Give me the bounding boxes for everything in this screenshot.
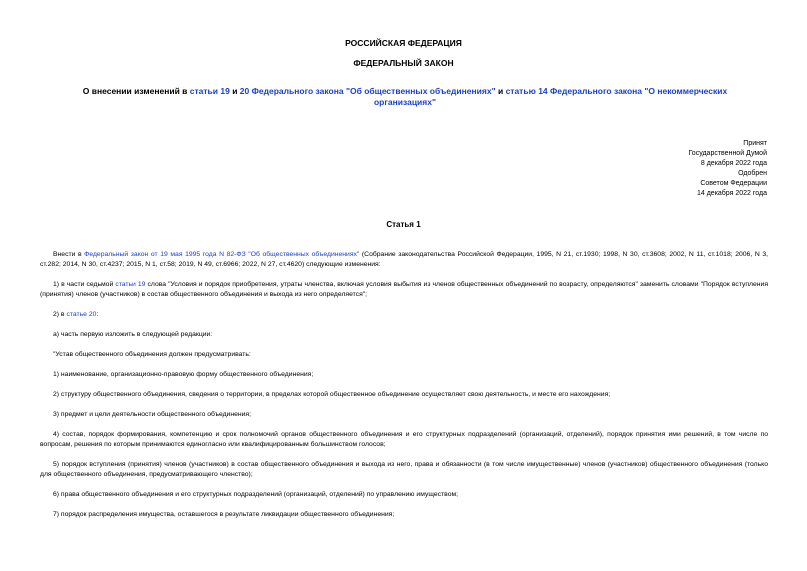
paragraph-text: Внести в xyxy=(53,251,85,258)
subject-conjunction-2: и xyxy=(495,86,506,96)
paragraph-text: : xyxy=(96,311,99,318)
paragraph-intro xyxy=(40,250,768,270)
link-article-20-law-public-associations[interactable]: 20 Федерального закона "Об общественных объединениях" xyxy=(239,86,496,96)
article-body xyxy=(40,250,768,530)
paragraph-sub-a: а) часть первую изложить в следующей редакции: xyxy=(53,331,213,338)
link-article-20-inline[interactable]: статье 20 xyxy=(66,311,97,318)
accepted-date: 8 декабря 2022 года xyxy=(700,160,767,167)
article-title: Статья 1 xyxy=(386,220,421,229)
paragraph-charter-7: 7) порядок распределения имущества, оставшегося в результате ликвидации общественного объединения; xyxy=(53,511,395,518)
paragraph-text: (Собрание законодательства Российской Федерации, 1995, N 21, ст.1930; 1998, N 30, ст.3608; 2002, N 11, ст.1018; 2006, N 3, ст.282; 2014, N 30, ст.4237; 2015, N 1, ст.58; 2019, N 49, ст.6966; 2022, N 27, ст.4620) следующие изменения: xyxy=(40,251,768,268)
paragraph-charter-1: 1) наименование, организационно-правовую форму общественного объединения; xyxy=(53,371,314,378)
paragraph-charter-intro: "Устав общественного объединения должен предусматривать: xyxy=(53,351,251,358)
approved-by: Советом Федерации xyxy=(700,180,767,187)
paragraph-text: слова "Условия и порядок приобретения, утраты членства, включая условия выбытия из членов общественных объединений по возрасту, определяются" заменить словами "Порядок вступления (принятия) членов (участников) в состав общественного объединения и выхода из него определяется"; xyxy=(40,281,769,298)
country-heading: РОССИЙСКАЯ ФЕДЕРАЦИЯ xyxy=(345,38,462,48)
paragraph-charter-4: 4) состав, порядок формирования, компетенцию и срок полномочий органов общественного объединения и его структурных подразделений (организаций, отделений), порядок принятия ими решений, в том числе по вопросам, решения по которым принимаются единогласно или квалифицированным большинством голосов; xyxy=(40,431,768,448)
link-article-14-law-nonprofit[interactable]: статью 14 Федерального закона "О некоммерческих организациях" xyxy=(373,86,728,107)
subject-conjunction-1: и xyxy=(229,86,240,96)
law-subject-title xyxy=(60,86,750,107)
document-type-heading: ФЕДЕРАЛЬНЫЙ ЗАКОН xyxy=(353,58,454,68)
accepted-label: Принят xyxy=(743,140,767,147)
paragraph-text: 2) в xyxy=(53,311,67,318)
paragraph-charter-6: 6) права общественного объединения и его структурных подразделений (организаций, отделений) по управлению имуществом; xyxy=(53,491,459,498)
link-federal-law-82fz[interactable]: Федеральный закон от 19 мая 1995 года N 82-ФЗ "Об общественных объединениях" xyxy=(84,251,360,258)
approved-date: 14 декабря 2022 года xyxy=(696,190,767,197)
paragraph-item-2 xyxy=(40,310,768,320)
paragraph-item-1 xyxy=(40,280,768,300)
link-article-19[interactable]: статьи 19 xyxy=(189,86,230,96)
subject-prefix: О внесении изменений в xyxy=(82,86,190,96)
approved-label: Одобрен xyxy=(738,170,767,177)
paragraph-charter-2: 2) структуру общественного объединения, сведения о территории, в пределах которой общественное объединение осуществляет свою деятельность, и месте его нахождения; xyxy=(53,391,611,398)
accepted-by: Государственной Думой xyxy=(688,150,767,157)
paragraph-text: 1) в части седьмой xyxy=(53,281,116,288)
paragraph-charter-3: 3) предмет и цели деятельности общественного объединения; xyxy=(53,411,252,418)
acceptance-block xyxy=(688,139,767,199)
link-article-19-inline[interactable]: статьи 19 xyxy=(115,281,146,288)
paragraph-charter-5: 5) порядок вступления (принятия) членов (участников) в состав общественного объединения и выхода из него, права и обязанности (в том числе имущественные) членов (участников) общественного объединения (только для общественного объединения, предусматривающего членство); xyxy=(40,461,768,478)
